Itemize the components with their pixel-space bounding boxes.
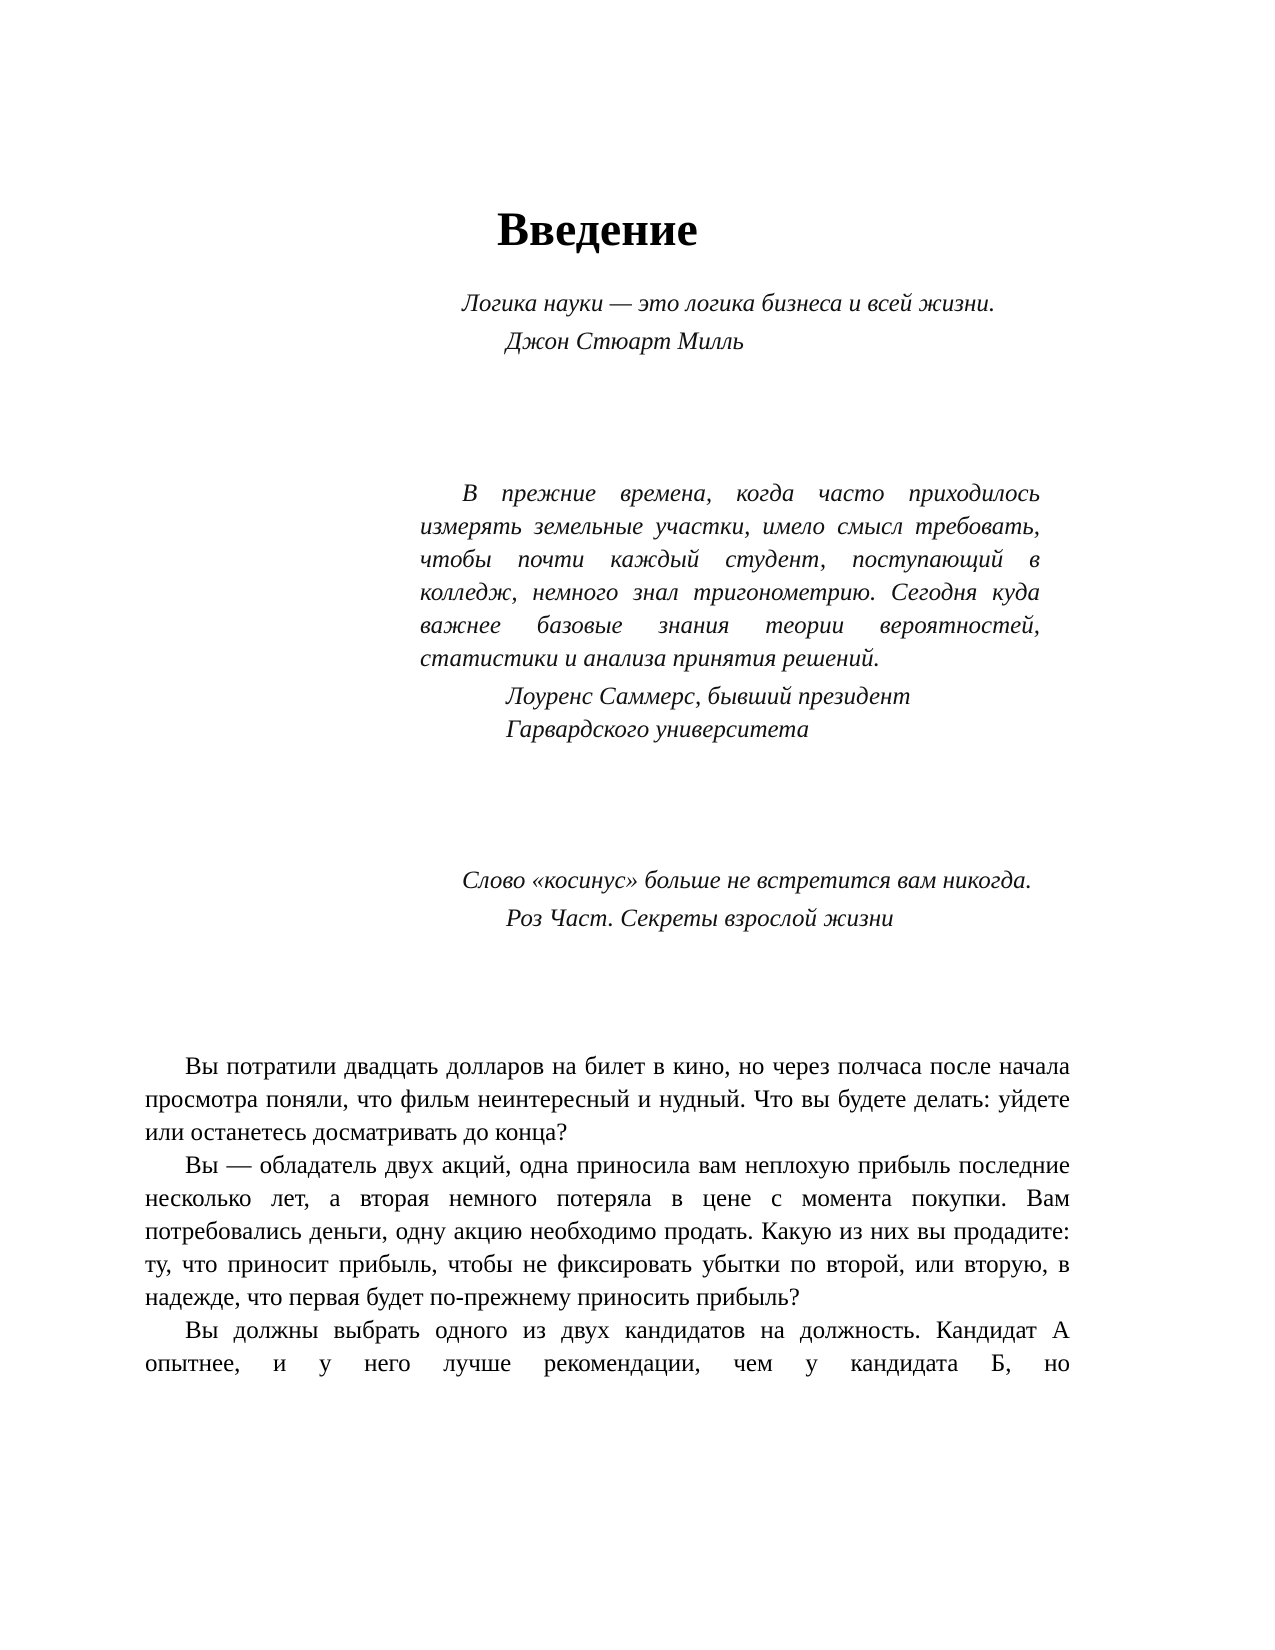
epigraph-quote: Слово «косинус» больше не встретится вам никогда. xyxy=(462,867,1032,894)
paragraph: Вы потратили двадцать долларов на билет в кино, но через полчаса после начала просмотра поняли, что фильм неинтересный и нудный. Что вы будете делать: уйдете или останетесь досматривать до конца? xyxy=(145,1053,1070,1146)
author-line: Роз Част. Секреты взрослой жизни xyxy=(506,905,894,932)
epigraph-1 xyxy=(420,287,1040,358)
chapter-title: Введение xyxy=(497,203,698,256)
epigraph-2 xyxy=(420,477,1040,746)
author-line: Джон Стюарт Милль xyxy=(506,328,744,355)
epigraph-author xyxy=(506,325,1040,358)
epigraph-author xyxy=(506,680,1040,746)
paragraph: Вы должны выбрать одного из двух кандидатов на должность. Кандидат А опытнее, и у него лучше рекомендации, чем у кандидата Б, но xyxy=(145,1317,1070,1377)
author-line: Лоуренс Саммерс, бывший президент xyxy=(506,683,911,710)
epigraph-quote: Логика науки — это логика бизнеса и всей жизни. xyxy=(462,290,996,317)
author-line: Гарвардского университета xyxy=(506,716,810,743)
epigraph-quote: В прежние времена, когда часто приходилось измерять земельные участки, имело смысл требовать, чтобы почти каждый студент, поступающий в колледж, немного знал тригонометрию. Сегодня куда важнее базовые знания теории вероятностей, статистики и анализа принятия решений. xyxy=(420,480,1040,672)
epigraph-author xyxy=(506,902,1040,935)
paragraph: Вы — обладатель двух акций, одна приносила вам неплохую прибыль последние несколько лет, а вторая немного потеряла в цене с момента покупки. Вам потребовались деньги, одну акцию необходимо продать. Какую из них вы продадите: ту, что приносит прибыль, чтобы не фиксировать убытки по второй, или вторую, в надежде, что первая будет по-прежнему приносить прибыль? xyxy=(145,1152,1070,1311)
epigraph-3 xyxy=(420,864,1040,935)
body-text xyxy=(145,1050,1070,1380)
